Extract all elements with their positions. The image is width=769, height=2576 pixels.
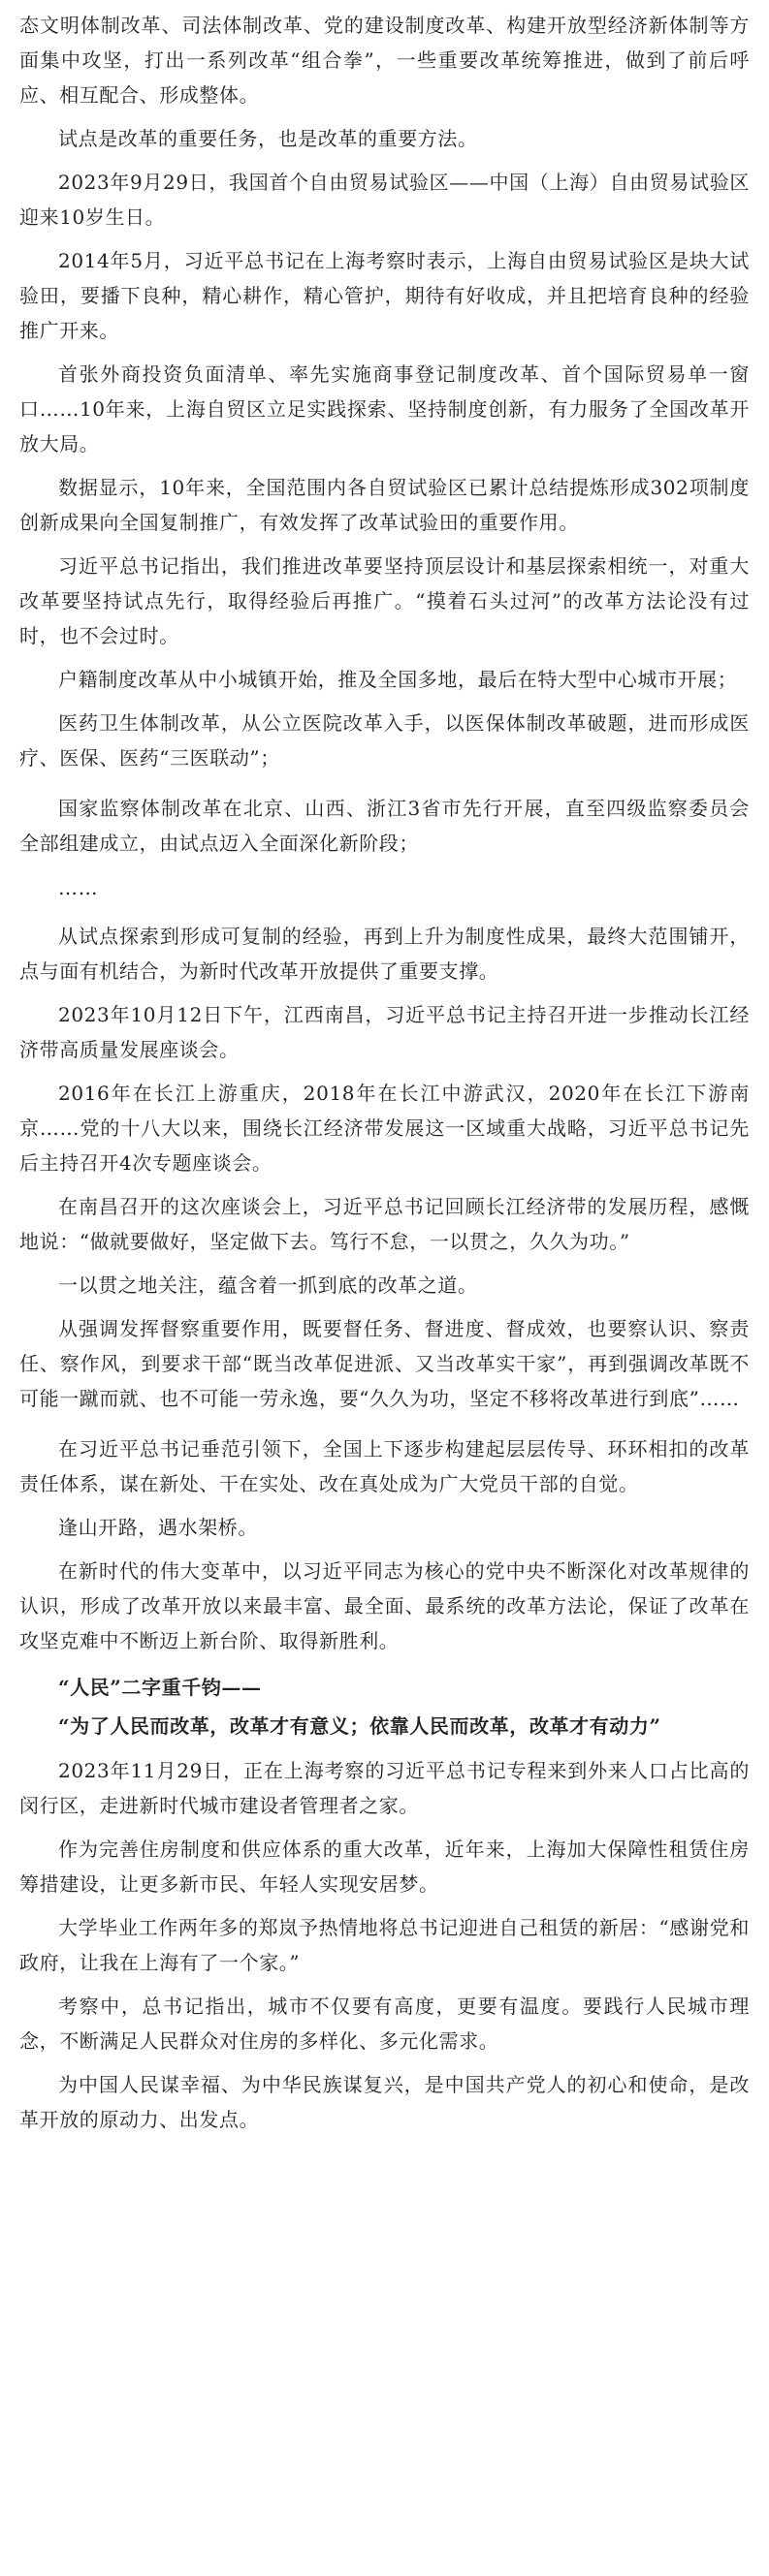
- paragraph: 态文明体制改革、司法体制改革、党的建设制度改革、构建开放型经济新体制等方面集中攻坚，打出一系列改革“组合拳”，一些重要改革统筹推进，做到了前后呼应、相互配合、形成整体。: [19, 14, 750, 107]
- paragraph: 习近平总书记指出，我们推进改革要坚持顶层设计和基层探索相统一，对重大改革要坚持试点先行，取得经验后再推广。“摸着石头过河”的改革方法论没有过时，也不会过时。: [19, 554, 750, 647]
- paragraph: 首张外商投资负面清单、率先实施商事登记制度改革、首个国际贸易单一窗口……10年来，上海自贸区立足实践探索、坚持制度创新，有力服务了全国改革开放大局。: [19, 362, 750, 456]
- paragraph: 大学毕业工作两年多的郑岚予热情地将总书记迎进自己租赁的新居：“感谢党和政府，让我在上海有了一个家。”: [19, 1916, 750, 1974]
- paragraph: 一以贯之地关注，蕴含着一抓到底的改革之道。: [58, 1273, 478, 1297]
- paragraph-ellipsis: ……: [58, 876, 99, 899]
- paragraph: 数据显示，10年来，全国范围内各自贸试验区已累计总结提炼形成302项制度创新成果向全国复制推广，有效发挥了改革试验田的重要作用。: [19, 476, 750, 534]
- paragraph: 2023年10月12日下午，江西南昌，习近平总书记主持召开进一步推动长江经济带高质量发展座谈会。: [19, 1003, 750, 1061]
- section-subtitle: “为了人民而改革，改革才有意义；依靠人民而改革，改革才有动力”: [58, 1714, 661, 1738]
- paragraph: 试点是改革的重要任务，也是改革的重要方法。: [58, 127, 478, 150]
- paragraph: 作为完善住房制度和供应体系的重大改革，近年来，上海加大保障性租赁住房筹措建设，让更多新市民、年轻人实现安居梦。: [19, 1838, 750, 1896]
- paragraph: 为中国人民谋幸福、为中华民族谋复兴，是中国共产党人的初心和使命，是改革开放的原动力、出发点。: [19, 2073, 750, 2131]
- paragraph: 逢山开路，遇水架桥。: [58, 1516, 258, 1539]
- paragraph: 从试点探索到形成可复制的经验，再到上升为制度性成果，最终大范围铺开，点与面有机结合，为新时代改革开放提供了重要支撑。: [19, 925, 750, 983]
- paragraph: 2016年在长江上游重庆，2018年在长江中游武汉，2020年在长江下游南京……党的十八大以来，围绕长江经济带发展这一区域重大战略，习近平总书记先后主持召开4次专题座谈会。: [19, 1082, 750, 1175]
- paragraph: 在习近平总书记垂范引领下，全国上下逐步构建起层层传导、环环相扣的改革责任体系，谋在新处、干在实处、改在真处成为广大党员干部的自觉。: [19, 1437, 750, 1495]
- paragraph: 2023年9月29日，我国首个自由贸易试验区——中国（上海）自由贸易试验区迎来10岁生日。: [19, 171, 750, 229]
- paragraph: 2023年11月29日，正在上海考察的习近平总书记专程来到外来人口占比高的闵行区，走进新时代城市建设者管理者之家。: [19, 1759, 750, 1817]
- section-title: “人民”二字重千钧——: [58, 1676, 262, 1699]
- paragraph: 在南昌召开的这次座谈会上，习近平总书记回顾长江经济带的发展历程，感慨地说：“做就要做好，坚定做下去。笃行不怠，一以贯之，久久为功。”: [19, 1195, 750, 1253]
- paragraph: 考察中，总书记指出，城市不仅要有高度，更要有温度。要践行人民城市理念，不断满足人民群众对住房的多样化、多元化需求。: [19, 1995, 750, 2053]
- paragraph: 在新时代的伟大变革中，以习近平同志为核心的党中央不断深化对改革规律的认识，形成了改革开放以来最丰富、最全面、最系统的改革方法论，保证了改革在攻坚克难中不断迈上新台阶、取得新胜利。: [19, 1559, 750, 1652]
- paragraph: 医药卫生体制改革，从公立医院改革入手，以医保体制改革破题，进而形成医疗、医保、医药“三医联动”；: [19, 711, 750, 770]
- paragraph: 2014年5月，习近平总书记在上海考察时表示，上海自由贸易试验区是块大试验田，要播下良种，精心耕作，精心管护，期待有好收成，并且把培育良种的经验推广开来。: [19, 249, 750, 342]
- paragraph: 户籍制度改革从中小城镇开始，推及全国多地，最后在特大型中心城市开展；: [58, 668, 738, 691]
- paragraph: 国家监察体制改革在北京、山西、浙江3省市先行开展，直至四级监察委员会全部组建成立，由试点迈入全面深化新阶段；: [19, 797, 750, 855]
- paragraph: 从强调发挥督察重要作用，既要督任务、督进度、督成效，也要察认识、察责任、察作风，到要求干部“既当改革促进派、又当改革实干家”，再到强调改革既不可能一蹴而就、也不可能一劳永逸，要“久久为功，坚定不移将改革进行到底”……: [19, 1317, 750, 1410]
